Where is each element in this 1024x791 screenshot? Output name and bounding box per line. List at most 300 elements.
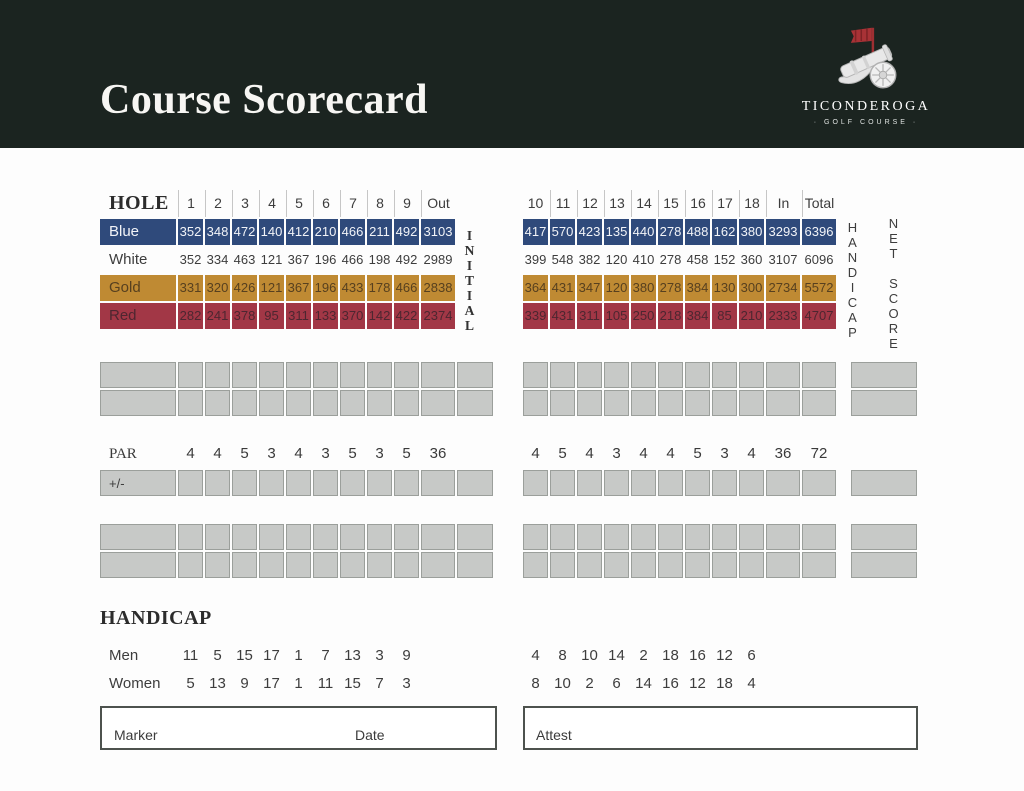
hole-number-cell: 8 [367,190,392,217]
tee-yardage-cell: 218 [658,303,683,329]
entry-cell [658,470,683,496]
tee-yardage-cell: 339 [523,303,548,329]
entry-cell [286,470,311,496]
tee-yardage-cell: 210 [739,303,764,329]
entry-cell [394,362,419,388]
entry-cell [523,524,548,550]
tee-yardage-cell: 360 [740,252,763,267]
score-entry-row [0,362,1024,388]
handicap-value-cell: 1 [294,675,303,692]
handicap-value-cell: 12 [716,647,733,664]
entry-cell [577,552,602,578]
tee-row-red [0,303,1024,329]
entry-cell [523,470,548,496]
tee-yardage-cell: 282 [178,303,203,329]
tee-yardage-cell: 331 [178,275,203,301]
entry-cell [550,552,575,578]
entry-cell [259,552,284,578]
hole-number-cell: 2 [205,190,230,217]
par-value-cell: 3 [375,445,384,462]
tee-yardage-cell: 466 [394,275,419,301]
handicap-value-cell: 12 [689,675,706,692]
tee-yardage-cell: 278 [659,252,682,267]
tee-yardage-cell: 210 [313,219,338,245]
entry-cell [100,390,176,416]
entry-cell [367,362,392,388]
par-value-cell: 36 [429,445,447,462]
entry-cell [523,390,548,416]
entry-cell [604,524,629,550]
tee-label-blue: Blue [100,219,176,245]
entry-cell [739,524,764,550]
entry-cell [394,390,419,416]
handicap-value-cell: 4 [747,675,756,692]
tee-yardage-cell: 488 [685,219,710,245]
handicap-value-cell: 13 [209,675,226,692]
entry-cell [421,470,455,496]
entry-cell [739,362,764,388]
tee-yardage-cell: 422 [394,303,419,329]
tee-yardage-cell: 6096 [804,252,834,267]
entry-cell [205,390,230,416]
entry-cell [685,524,710,550]
entry-cell [457,524,493,550]
handicap-value-cell: 15 [236,647,253,664]
tee-yardage-cell: 370 [340,303,365,329]
hole-number-cell: 4 [259,190,284,217]
entry-cell [457,390,493,416]
handicap-value-cell: 14 [635,675,652,692]
handicap-women-label: Women [109,675,161,692]
entry-cell [604,362,629,388]
club-subtitle: · GOLF COURSE · [813,119,919,126]
tee-yardage-cell: 300 [739,275,764,301]
tee-yardage-cell: 241 [205,303,230,329]
entry-cell [178,524,203,550]
tee-yardage-cell: 162 [712,219,737,245]
entry-cell [685,362,710,388]
par-value-cell: 3 [720,445,729,462]
tee-yardage-cell: 2374 [421,303,455,329]
par-value-cell: 5 [402,445,411,462]
handicap-value-cell: 17 [263,647,280,664]
entry-cell [457,552,493,578]
tee-yardage-cell: 250 [631,303,656,329]
entry-cell [367,524,392,550]
tee-row-gold [0,275,1024,301]
entry-cell [577,390,602,416]
tee-yardage-cell: 105 [604,303,629,329]
hole-header-row [0,190,1024,217]
entry-cell [313,362,338,388]
tee-yardage-cell: 440 [631,219,656,245]
attest-box [523,706,918,750]
entry-cell [739,470,764,496]
hole-number-cell: 14 [631,190,656,217]
par-value-cell: 3 [267,445,276,462]
entry-cell [394,470,419,496]
handicap-value-cell: 16 [662,675,679,692]
handicap-row-men [0,643,1024,669]
tee-yardage-cell: 347 [577,275,602,301]
hole-number-cell: 16 [685,190,710,217]
entry-cell [604,470,629,496]
tee-yardage-cell: 320 [205,275,230,301]
tee-yardage-cell: 466 [340,219,365,245]
entry-cell [421,524,455,550]
handicap-value-cell: 9 [240,675,249,692]
par-row [0,441,1024,467]
entry-cell [313,390,338,416]
tee-yardage-cell: 382 [578,252,601,267]
tee-yardage-cell: 492 [394,219,419,245]
tee-yardage-cell: 95 [259,303,284,329]
entry-cell [604,390,629,416]
entry-cell [712,524,737,550]
handicap-value-cell: 8 [558,647,567,664]
handicap-men-label: Men [109,647,139,664]
entry-cell [259,470,284,496]
handicap-value-cell: 4 [531,647,540,664]
entry-cell [259,390,284,416]
tee-label-gold: Gold [100,275,176,301]
hole-number-cell: 11 [550,190,575,217]
entry-cell [550,470,575,496]
tee-yardage-cell: 2734 [766,275,800,301]
entry-cell [766,552,800,578]
entry-cell [739,552,764,578]
entry-cell [313,470,338,496]
plus-minus-row [0,470,1024,496]
handicap-value-cell: 17 [263,675,280,692]
hole-number-cell: 13 [604,190,629,217]
entry-cell [658,524,683,550]
entry-cell [712,470,737,496]
entry-cell [766,390,800,416]
tee-yardage-cell: 433 [340,275,365,301]
tee-yardage-cell: 3293 [766,219,800,245]
entry-cell [340,470,365,496]
tee-yardage-cell: 458 [686,252,709,267]
entry-cell [802,470,836,496]
entry-cell [232,390,257,416]
score-entry-row [0,552,1024,578]
handicap-value-cell: 3 [402,675,411,692]
par-value-cell: 4 [666,445,675,462]
tee-yardage-cell: 135 [604,219,629,245]
entry-cell [232,524,257,550]
entry-cell [685,470,710,496]
par-value-cell: 4 [294,445,303,462]
tee-yardage-cell: 334 [206,252,229,267]
net-score-column-label: NET SCORE [886,216,901,351]
entry-cell [577,470,602,496]
marker-date-box [100,706,497,750]
par-value-cell: 4 [585,445,594,462]
hole-number-cell: 12 [577,190,602,217]
handicap-heading: HANDICAP [100,607,212,629]
hole-number-cell: In [766,190,800,217]
entry-cell [802,524,836,550]
tee-yardage-cell: 133 [313,303,338,329]
tee-yardage-cell: 417 [523,219,548,245]
entry-cell [550,524,575,550]
par-value-cell: 5 [348,445,357,462]
tee-yardage-cell: 6396 [802,219,836,245]
tee-row-blue [0,219,1024,245]
entry-cell [232,552,257,578]
entry-cell [178,552,203,578]
par-value-cell: 5 [558,445,567,462]
entry-cell [523,552,548,578]
handicap-value-cell: 16 [689,647,706,664]
tee-yardage-cell: 352 [178,219,203,245]
score-entry-row [0,390,1024,416]
tee-yardage-cell: 2989 [423,252,453,267]
entry-cell [394,552,419,578]
entry-cell [286,362,311,388]
hole-number-cell: 9 [394,190,419,217]
tee-yardage-cell: 548 [551,252,574,267]
tee-yardage-cell: 463 [233,252,256,267]
entry-cell [340,552,365,578]
entry-cell [286,390,311,416]
tee-label-white: White [109,251,148,268]
entry-cell [205,552,230,578]
tee-yardage-cell: 348 [205,219,230,245]
par-label: PAR [109,446,137,462]
entry-cell [802,362,836,388]
score-entry-row [0,524,1024,550]
entry-cell [766,362,800,388]
entry-cell [178,470,203,496]
tee-yardage-cell: 278 [658,219,683,245]
handicap-value-cell: 11 [317,675,334,692]
entry-cell [739,390,764,416]
handicap-value-cell: 2 [585,675,594,692]
tee-label-red: Red [100,303,176,329]
handicap-value-cell: 18 [716,675,733,692]
tee-yardage-cell: 380 [631,275,656,301]
hole-number-cell: Out [421,190,455,217]
entry-cell [550,362,575,388]
attest-label: Attest [536,727,572,743]
handicap-value-cell: 13 [344,647,361,664]
entry-cell [421,390,455,416]
entry-cell [367,390,392,416]
handicap-column-label: HANDICAP [845,220,860,340]
hole-number-cell: 1 [178,190,203,217]
tee-yardage-cell: 431 [550,275,575,301]
tee-yardage-cell: 196 [313,275,338,301]
handicap-value-cell: 10 [581,647,598,664]
handicap-value-cell: 6 [612,675,621,692]
entry-cell [631,390,656,416]
entry-cell [457,362,493,388]
tee-yardage-cell: 178 [367,275,392,301]
entry-cell [658,552,683,578]
tee-yardage-cell: 85 [712,303,737,329]
entry-cell [313,524,338,550]
par-value-cell: 4 [213,445,222,462]
handicap-value-cell: 3 [375,647,384,664]
tee-yardage-cell: 121 [260,252,283,267]
club-logo [800,24,932,126]
entry-cell [766,470,800,496]
tee-yardage-cell: 130 [712,275,737,301]
tee-yardage-cell: 196 [314,252,337,267]
hole-number-cell: 17 [712,190,737,217]
tee-yardage-cell: 380 [739,219,764,245]
tee-yardage-cell: 384 [685,303,710,329]
handicap-value-cell: 5 [186,675,195,692]
entry-cell [259,362,284,388]
date-label: Date [355,727,385,743]
hole-number-cell: 5 [286,190,311,217]
tee-yardage-cell: 211 [367,219,392,245]
entry-cell [712,390,737,416]
entry-cell [367,552,392,578]
handicap-value-cell: 14 [608,647,625,664]
tee-yardage-cell: 352 [179,252,202,267]
entry-cell [685,552,710,578]
entry-cell [286,552,311,578]
handicap-row-women [0,671,1024,697]
tee-yardage-cell: 278 [658,275,683,301]
tee-yardage-cell: 311 [577,303,602,329]
tee-yardage-cell: 384 [685,275,710,301]
entry-cell [340,524,365,550]
tee-yardage-cell: 472 [232,219,257,245]
entry-cell [421,362,455,388]
entry-cell [100,362,176,388]
entry-cell [313,552,338,578]
tee-yardage-cell: 5572 [802,275,836,301]
tee-yardage-cell: 431 [550,303,575,329]
tee-yardage-cell: 121 [259,275,284,301]
entry-cell [802,552,836,578]
handicap-value-cell: 9 [402,647,411,664]
entry-cell [577,524,602,550]
tee-yardage-cell: 367 [287,252,310,267]
net-entry-cell [851,390,917,416]
entry-cell [205,524,230,550]
entry-cell [367,470,392,496]
par-value-cell: 4 [747,445,756,462]
handicap-value-cell: 11 [182,647,199,664]
par-value-cell: 4 [186,445,195,462]
tee-yardage-cell: 570 [550,219,575,245]
club-name: TICONDEROGA [801,99,931,114]
entry-cell [205,470,230,496]
page-title: Course Scorecard [100,77,428,123]
tee-yardage-cell: 399 [524,252,547,267]
hole-header-label: HOLE [109,192,169,214]
par-value-cell: 4 [639,445,648,462]
entry-cell [631,362,656,388]
tee-yardage-cell: 426 [232,275,257,301]
entry-cell [421,552,455,578]
entry-cell [685,390,710,416]
entry-cell [631,552,656,578]
entry-cell [232,362,257,388]
par-value-cell: 5 [240,445,249,462]
net-entry-cell [851,524,917,550]
entry-cell [340,362,365,388]
entry-cell [286,524,311,550]
entry-cell [523,362,548,388]
par-value-cell: 5 [693,445,702,462]
hole-number-cell: 7 [340,190,365,217]
tee-row-white [0,247,1024,273]
handicap-value-cell: 7 [321,647,330,664]
entry-cell [631,470,656,496]
handicap-value-cell: 6 [747,647,756,664]
entry-cell [100,524,176,550]
tee-yardage-cell: 3103 [421,219,455,245]
entry-cell [658,362,683,388]
entry-cell [178,362,203,388]
entry-cell [100,552,176,578]
entry-cell [604,552,629,578]
entry-cell [394,524,419,550]
entry-cell [232,470,257,496]
hole-number-cell: 10 [527,195,544,211]
entry-cell [178,390,203,416]
par-value-cell: 72 [810,445,828,462]
handicap-value-cell: 18 [662,647,679,664]
handicap-value-cell: 7 [375,675,384,692]
tee-yardage-cell: 120 [605,252,628,267]
handicap-value-cell: 8 [531,675,540,692]
tee-yardage-cell: 120 [604,275,629,301]
entry-cell [259,524,284,550]
entry-cell [550,390,575,416]
tee-yardage-cell: 423 [577,219,602,245]
net-entry-cell [851,362,917,388]
net-entry-cell [851,552,917,578]
plus-minus-label: +/- [100,470,176,496]
handicap-value-cell: 2 [639,647,648,664]
entry-cell [802,390,836,416]
entry-cell [457,470,493,496]
tee-yardage-cell: 152 [713,252,736,267]
entry-cell [631,524,656,550]
tee-yardage-cell: 466 [341,252,364,267]
tee-yardage-cell: 2838 [421,275,455,301]
entry-cell [658,390,683,416]
handicap-value-cell: 15 [344,675,361,692]
tee-yardage-cell: 492 [395,252,418,267]
par-value-cell: 3 [612,445,621,462]
hole-number-cell: 18 [739,190,764,217]
handicap-value-cell: 1 [294,647,303,664]
entry-cell [712,362,737,388]
tee-yardage-cell: 364 [523,275,548,301]
tee-yardage-cell: 311 [286,303,311,329]
entry-cell [577,362,602,388]
par-value-cell: 36 [774,445,792,462]
par-value-cell: 3 [321,445,330,462]
tee-yardage-cell: 4707 [802,303,836,329]
tee-yardage-cell: 198 [368,252,391,267]
entry-cell [340,390,365,416]
header-band [0,0,1024,148]
hole-number-cell: 3 [232,190,257,217]
tee-yardage-cell: 378 [232,303,257,329]
par-value-cell: 4 [531,445,540,462]
tee-yardage-cell: 140 [259,219,284,245]
